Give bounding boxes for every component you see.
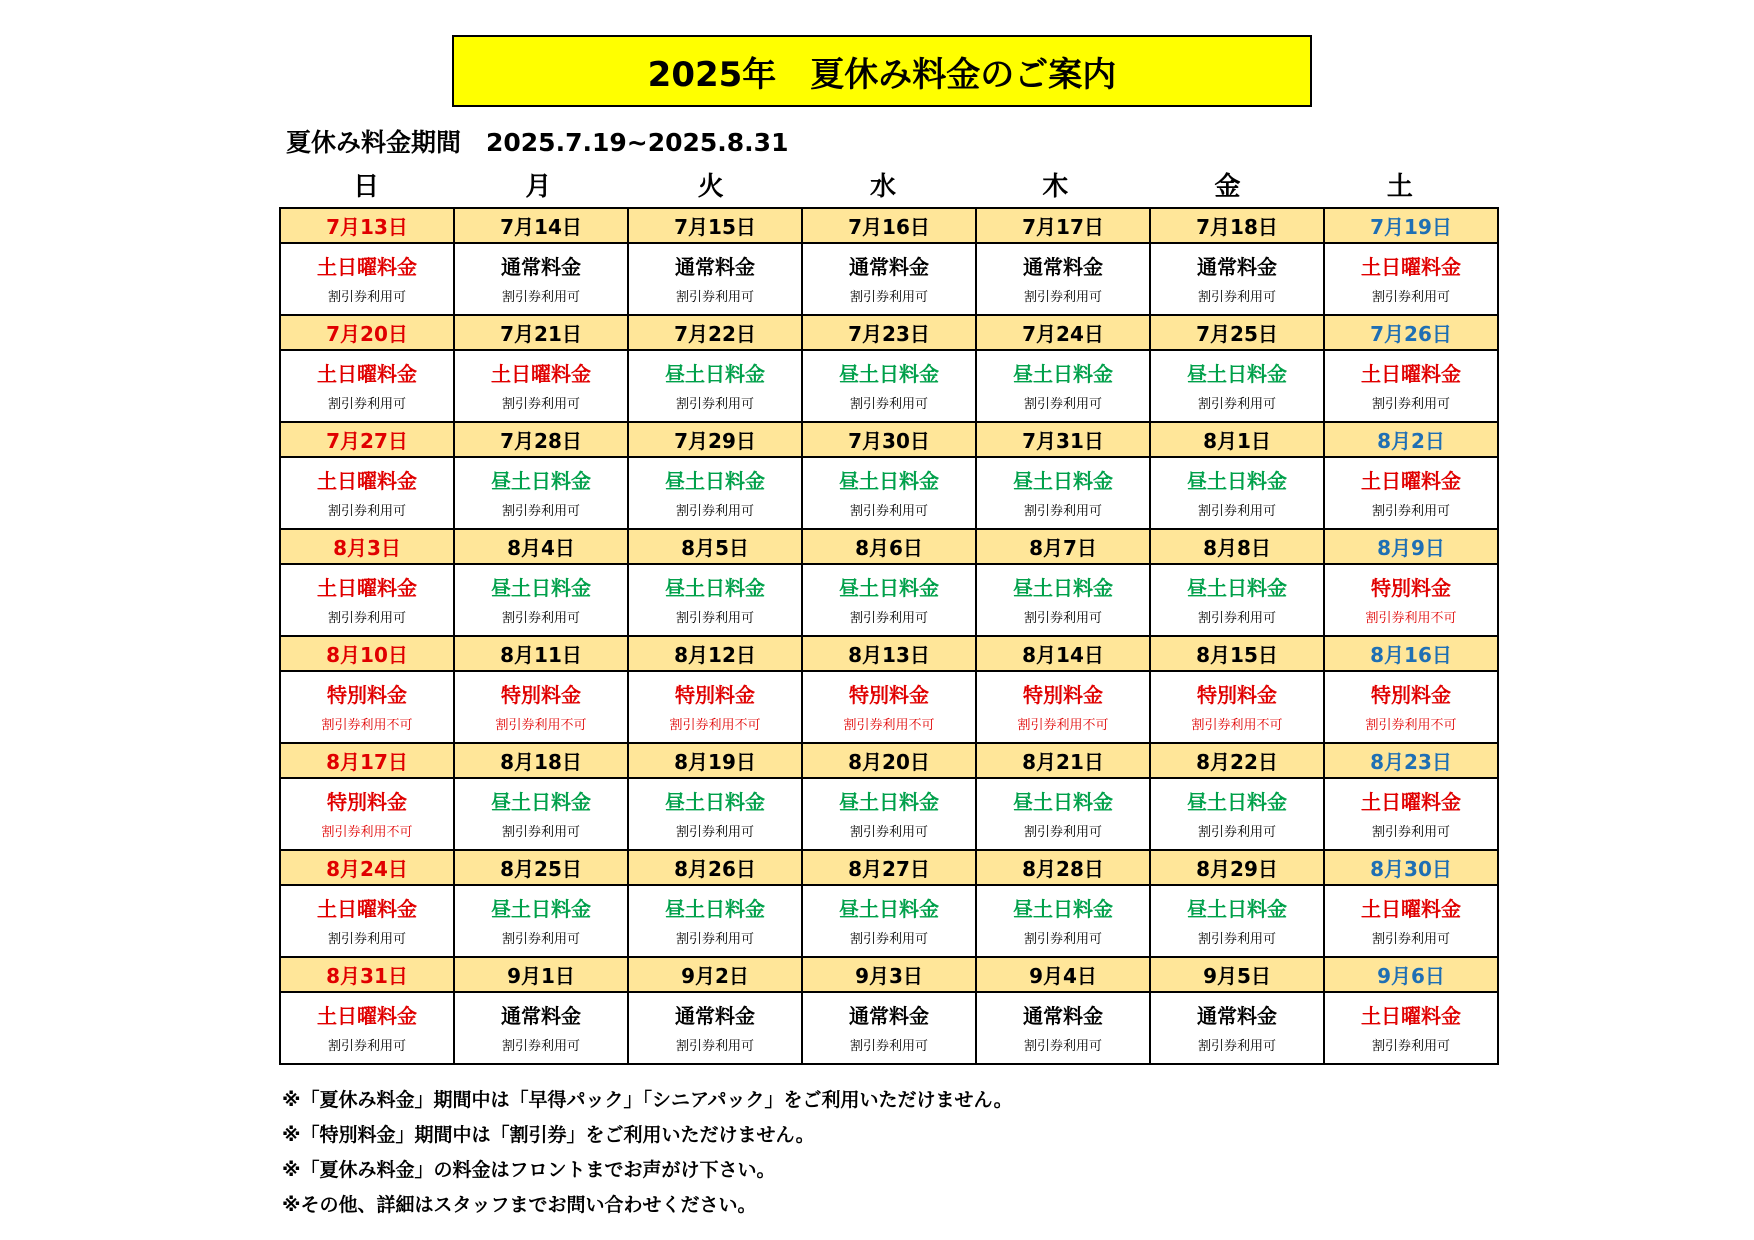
rate-cell xyxy=(1324,564,1498,636)
rate-cell xyxy=(454,992,628,1064)
date-cell: 7月31日 xyxy=(976,422,1150,457)
rate-label: 昼土日料金 xyxy=(839,790,939,814)
rate-cell xyxy=(280,885,454,957)
coupon-label: 割引券利用可 xyxy=(1023,504,1102,519)
rate-cell xyxy=(976,885,1150,957)
coupon-label: 割引券利用可 xyxy=(1023,825,1102,840)
coupon-label: 割引券利用可 xyxy=(849,397,928,412)
rate-cell xyxy=(976,564,1150,636)
date-cell: 9月5日 xyxy=(1150,957,1324,992)
period-label: 夏休み料金期間 2025.7.19~2025.8.31 xyxy=(286,128,789,157)
rate-label: 昼土日料金 xyxy=(1013,576,1113,600)
rate-label: 昼土日料金 xyxy=(491,469,591,493)
date-cell: 8月30日 xyxy=(1324,850,1498,885)
rate-label: 昼土日料金 xyxy=(1187,469,1287,493)
rate-cell xyxy=(976,350,1150,422)
coupon-label: 割引券利用可 xyxy=(327,397,406,412)
rate-cell xyxy=(802,885,976,957)
coupon-label: 割引券利用可 xyxy=(1197,290,1276,305)
coupon-label: 割引券利用可 xyxy=(327,611,406,626)
date-cell: 8月20日 xyxy=(802,743,976,778)
date-cell: 8月7日 xyxy=(976,529,1150,564)
coupon-label: 割引券利用可 xyxy=(675,1039,754,1054)
rate-cell xyxy=(280,671,454,743)
date-cell: 8月11日 xyxy=(454,636,628,671)
coupon-label: 割引券利用可 xyxy=(1197,611,1276,626)
rate-cell xyxy=(628,564,802,636)
coupon-label: 割引券利用可 xyxy=(1023,397,1102,412)
rate-cell xyxy=(1150,778,1324,850)
date-cell: 7月22日 xyxy=(628,315,802,350)
rate-label: 土日曜料金 xyxy=(317,362,417,386)
coupon-label: 割引券利用不可 xyxy=(843,718,935,733)
rate-label: 昼土日料金 xyxy=(1187,790,1287,814)
date-cell: 8月27日 xyxy=(802,850,976,885)
date-cell: 7月28日 xyxy=(454,422,628,457)
coupon-label: 割引券利用可 xyxy=(675,932,754,947)
coupon-label: 割引券利用可 xyxy=(1371,932,1450,947)
date-cell: 8月21日 xyxy=(976,743,1150,778)
rate-label: 通常料金 xyxy=(1197,1004,1277,1028)
rate-cell xyxy=(628,671,802,743)
date-cell: 8月25日 xyxy=(454,850,628,885)
date-cell: 7月16日 xyxy=(802,208,976,243)
date-cell: 7月18日 xyxy=(1150,208,1324,243)
rate-label: 土日曜料金 xyxy=(491,362,591,386)
date-cell: 7月14日 xyxy=(454,208,628,243)
date-cell: 7月19日 xyxy=(1324,208,1498,243)
rate-cell xyxy=(976,778,1150,850)
date-row xyxy=(280,208,1498,243)
coupon-label: 割引券利用可 xyxy=(501,290,580,305)
date-row xyxy=(280,422,1498,457)
date-cell: 7月30日 xyxy=(802,422,976,457)
rate-label: 昼土日料金 xyxy=(839,897,939,921)
rate-cell xyxy=(454,564,628,636)
coupon-label: 割引券利用可 xyxy=(501,1039,580,1054)
coupon-label: 割引券利用可 xyxy=(1023,1039,1102,1054)
coupon-label: 割引券利用可 xyxy=(1197,397,1276,412)
rate-label: 通常料金 xyxy=(1023,255,1103,279)
date-cell: 9月3日 xyxy=(802,957,976,992)
date-cell: 7月23日 xyxy=(802,315,976,350)
rate-label: 通常料金 xyxy=(501,255,581,279)
coupon-label: 割引券利用不可 xyxy=(321,718,413,733)
rate-cell xyxy=(280,457,454,529)
rate-row xyxy=(280,243,1498,315)
coupon-label: 割引券利用可 xyxy=(501,397,580,412)
rate-cell xyxy=(976,457,1150,529)
rate-calendar xyxy=(279,207,1499,1065)
rate-label: 昼土日料金 xyxy=(665,790,765,814)
coupon-label: 割引券利用可 xyxy=(849,504,928,519)
note-item: ※「夏休み料金」の料金はフロントまでお声がけ下さい。 xyxy=(282,1159,776,1181)
rate-cell xyxy=(628,457,802,529)
rate-row xyxy=(280,457,1498,529)
rate-label: 通常料金 xyxy=(501,1004,581,1028)
rate-cell xyxy=(280,243,454,315)
weekday-header xyxy=(280,163,1486,205)
rate-label: 特別料金 xyxy=(1371,683,1451,707)
weekday-sat: 土 xyxy=(1386,171,1413,202)
coupon-label: 割引券利用可 xyxy=(675,825,754,840)
rate-cell xyxy=(802,671,976,743)
rate-cell xyxy=(1150,457,1324,529)
rate-cell xyxy=(802,778,976,850)
rate-cell xyxy=(280,564,454,636)
coupon-label: 割引券利用可 xyxy=(1371,397,1450,412)
date-row xyxy=(280,743,1498,778)
coupon-label: 割引券利用可 xyxy=(1023,611,1102,626)
date-cell: 8月31日 xyxy=(280,957,454,992)
rate-cell xyxy=(454,243,628,315)
rate-label: 昼土日料金 xyxy=(491,897,591,921)
coupon-label: 割引券利用可 xyxy=(501,504,580,519)
date-cell: 8月4日 xyxy=(454,529,628,564)
rate-cell xyxy=(1324,778,1498,850)
date-cell: 8月28日 xyxy=(976,850,1150,885)
date-cell: 8月22日 xyxy=(1150,743,1324,778)
rate-cell xyxy=(280,350,454,422)
weekday-sun: 日 xyxy=(353,171,380,202)
rate-label: 通常料金 xyxy=(849,255,929,279)
date-cell: 8月8日 xyxy=(1150,529,1324,564)
rate-cell xyxy=(1150,564,1324,636)
rate-row xyxy=(280,992,1498,1064)
rate-cell xyxy=(976,992,1150,1064)
rate-label: 土日曜料金 xyxy=(317,897,417,921)
rate-cell xyxy=(1324,671,1498,743)
rate-cell xyxy=(802,992,976,1064)
coupon-label: 割引券利用可 xyxy=(501,825,580,840)
coupon-label: 割引券利用可 xyxy=(327,1039,406,1054)
date-cell: 8月26日 xyxy=(628,850,802,885)
date-cell: 7月21日 xyxy=(454,315,628,350)
rate-label: 土日曜料金 xyxy=(317,469,417,493)
rate-label: 特別料金 xyxy=(849,683,929,707)
rate-cell xyxy=(628,243,802,315)
rate-cell xyxy=(1150,671,1324,743)
rate-cell xyxy=(1324,243,1498,315)
rate-cell xyxy=(454,778,628,850)
rate-label: 土日曜料金 xyxy=(317,255,417,279)
date-row xyxy=(280,529,1498,564)
rate-label: 昼土日料金 xyxy=(1187,576,1287,600)
date-cell: 9月1日 xyxy=(454,957,628,992)
coupon-label: 割引券利用不可 xyxy=(321,825,413,840)
date-cell: 8月12日 xyxy=(628,636,802,671)
rate-cell xyxy=(976,243,1150,315)
date-cell: 7月27日 xyxy=(280,422,454,457)
note-item: ※その他、詳細はスタッフまでお問い合わせください。 xyxy=(282,1194,757,1216)
date-cell: 8月16日 xyxy=(1324,636,1498,671)
coupon-label: 割引券利用可 xyxy=(1023,932,1102,947)
date-cell: 8月15日 xyxy=(1150,636,1324,671)
note-item: ※「夏休み料金」期間中は「早得パック」「シニアパック」をご利用いただけません。 xyxy=(282,1089,1013,1111)
rate-label: 通常料金 xyxy=(675,1004,755,1028)
date-cell: 8月24日 xyxy=(280,850,454,885)
coupon-label: 割引券利用可 xyxy=(1197,504,1276,519)
coupon-label: 割引券利用可 xyxy=(849,1039,928,1054)
date-cell: 7月26日 xyxy=(1324,315,1498,350)
date-cell: 8月10日 xyxy=(280,636,454,671)
rate-label: 昼土日料金 xyxy=(1013,897,1113,921)
date-cell: 8月1日 xyxy=(1150,422,1324,457)
rate-label: 昼土日料金 xyxy=(665,576,765,600)
date-cell: 7月25日 xyxy=(1150,315,1324,350)
date-cell: 8月6日 xyxy=(802,529,976,564)
rate-label: 特別料金 xyxy=(1197,683,1277,707)
rate-cell xyxy=(976,671,1150,743)
coupon-label: 割引券利用可 xyxy=(327,932,406,947)
date-cell: 8月3日 xyxy=(280,529,454,564)
rate-label: 昼土日料金 xyxy=(839,576,939,600)
coupon-label: 割引券利用可 xyxy=(1197,825,1276,840)
rate-cell xyxy=(1150,885,1324,957)
coupon-label: 割引券利用可 xyxy=(1023,290,1102,305)
coupon-label: 割引券利用可 xyxy=(501,932,580,947)
notes xyxy=(282,1083,1582,1223)
rate-label: 土日曜料金 xyxy=(317,1004,417,1028)
date-row xyxy=(280,957,1498,992)
weekday-fri: 金 xyxy=(1214,171,1241,202)
coupon-label: 割引券利用可 xyxy=(849,825,928,840)
coupon-label: 割引券利用可 xyxy=(501,611,580,626)
date-cell: 8月2日 xyxy=(1324,422,1498,457)
rate-row xyxy=(280,885,1498,957)
rate-cell xyxy=(454,885,628,957)
rate-label: 昼土日料金 xyxy=(1013,362,1113,386)
coupon-label: 割引券利用不可 xyxy=(1365,611,1457,626)
rate-label: 特別料金 xyxy=(501,683,581,707)
coupon-label: 割引券利用可 xyxy=(675,504,754,519)
coupon-label: 割引券利用不可 xyxy=(1365,718,1457,733)
rate-row xyxy=(280,778,1498,850)
rate-cell xyxy=(1324,885,1498,957)
rate-cell xyxy=(1324,457,1498,529)
rate-row xyxy=(280,671,1498,743)
rate-cell xyxy=(802,564,976,636)
date-cell: 8月17日 xyxy=(280,743,454,778)
rate-label: 昼土日料金 xyxy=(491,790,591,814)
date-row xyxy=(280,315,1498,350)
note-item: ※「特別料金」期間中は「割引券」をご利用いただけません。 xyxy=(282,1124,815,1146)
rate-cell xyxy=(280,992,454,1064)
rate-label: 土日曜料金 xyxy=(1361,897,1461,921)
weekday-thu: 木 xyxy=(1042,171,1069,202)
date-cell: 7月24日 xyxy=(976,315,1150,350)
rate-label: 特別料金 xyxy=(675,683,755,707)
coupon-label: 割引券利用可 xyxy=(1371,825,1450,840)
rate-cell xyxy=(454,457,628,529)
rate-label: 昼土日料金 xyxy=(1013,790,1113,814)
rate-cell xyxy=(802,243,976,315)
rate-cell xyxy=(802,457,976,529)
coupon-label: 割引券利用可 xyxy=(675,397,754,412)
weekday-wed: 水 xyxy=(869,171,896,202)
rate-cell xyxy=(1150,243,1324,315)
date-cell: 8月18日 xyxy=(454,743,628,778)
coupon-label: 割引券利用可 xyxy=(675,611,754,626)
rate-cell xyxy=(628,992,802,1064)
coupon-label: 割引券利用可 xyxy=(1197,1039,1276,1054)
rate-label: 昼土日料金 xyxy=(1013,469,1113,493)
date-row xyxy=(280,850,1498,885)
rate-label: 昼土日料金 xyxy=(665,897,765,921)
weekday-mon: 月 xyxy=(525,171,552,202)
coupon-label: 割引券利用可 xyxy=(1371,1039,1450,1054)
date-cell: 9月6日 xyxy=(1324,957,1498,992)
coupon-label: 割引券利用可 xyxy=(1371,290,1450,305)
weekday-tue: 火 xyxy=(697,171,724,202)
coupon-label: 割引券利用可 xyxy=(849,611,928,626)
coupon-label: 割引券利用可 xyxy=(675,290,754,305)
rate-label: 昼土日料金 xyxy=(665,469,765,493)
rate-label: 昼土日料金 xyxy=(665,362,765,386)
date-cell: 7月20日 xyxy=(280,315,454,350)
rate-cell xyxy=(1324,350,1498,422)
rate-label: 特別料金 xyxy=(327,790,407,814)
date-cell: 7月29日 xyxy=(628,422,802,457)
date-cell: 8月23日 xyxy=(1324,743,1498,778)
coupon-label: 割引券利用可 xyxy=(327,290,406,305)
rate-label: 通常料金 xyxy=(1023,1004,1103,1028)
date-cell: 7月13日 xyxy=(280,208,454,243)
date-cell: 8月29日 xyxy=(1150,850,1324,885)
rate-cell xyxy=(454,671,628,743)
rate-label: 土日曜料金 xyxy=(1361,790,1461,814)
rate-label: 特別料金 xyxy=(327,683,407,707)
coupon-label: 割引券利用可 xyxy=(1197,932,1276,947)
page-title: 2025年 夏休み料金のご案内 xyxy=(452,35,1312,107)
rate-row xyxy=(280,350,1498,422)
date-cell: 8月19日 xyxy=(628,743,802,778)
coupon-label: 割引券利用可 xyxy=(327,504,406,519)
date-cell: 8月14日 xyxy=(976,636,1150,671)
rate-label: 通常料金 xyxy=(1197,255,1277,279)
coupon-label: 割引券利用可 xyxy=(849,932,928,947)
rate-label: 土日曜料金 xyxy=(1361,469,1461,493)
rate-label: 土日曜料金 xyxy=(1361,255,1461,279)
rate-cell xyxy=(802,350,976,422)
rate-cell xyxy=(628,778,802,850)
rate-cell xyxy=(1150,350,1324,422)
coupon-label: 割引券利用可 xyxy=(849,290,928,305)
date-cell: 8月5日 xyxy=(628,529,802,564)
rate-cell xyxy=(454,350,628,422)
coupon-label: 割引券利用不可 xyxy=(669,718,761,733)
coupon-label: 割引券利用不可 xyxy=(1017,718,1109,733)
rate-label: 通常料金 xyxy=(849,1004,929,1028)
rate-cell xyxy=(1150,992,1324,1064)
date-cell: 7月17日 xyxy=(976,208,1150,243)
rate-cell xyxy=(628,885,802,957)
rate-label: 土日曜料金 xyxy=(1361,362,1461,386)
coupon-label: 割引券利用不可 xyxy=(1191,718,1283,733)
rate-cell xyxy=(628,350,802,422)
rate-label: 昼土日料金 xyxy=(1187,362,1287,386)
rate-label: 通常料金 xyxy=(675,255,755,279)
rate-cell xyxy=(1324,992,1498,1064)
rate-label: 昼土日料金 xyxy=(839,362,939,386)
rate-label: 昼土日料金 xyxy=(1187,897,1287,921)
date-cell: 7月15日 xyxy=(628,208,802,243)
rate-label: 昼土日料金 xyxy=(491,576,591,600)
rate-label: 特別料金 xyxy=(1023,683,1103,707)
rate-row xyxy=(280,564,1498,636)
rate-label: 土日曜料金 xyxy=(317,576,417,600)
date-cell: 9月2日 xyxy=(628,957,802,992)
rate-cell xyxy=(280,778,454,850)
rate-label: 特別料金 xyxy=(1371,576,1451,600)
date-cell: 8月9日 xyxy=(1324,529,1498,564)
coupon-label: 割引券利用可 xyxy=(1371,504,1450,519)
date-cell: 9月4日 xyxy=(976,957,1150,992)
date-row xyxy=(280,636,1498,671)
coupon-label: 割引券利用不可 xyxy=(495,718,587,733)
rate-label: 昼土日料金 xyxy=(839,469,939,493)
rate-label: 土日曜料金 xyxy=(1361,1004,1461,1028)
date-cell: 8月13日 xyxy=(802,636,976,671)
